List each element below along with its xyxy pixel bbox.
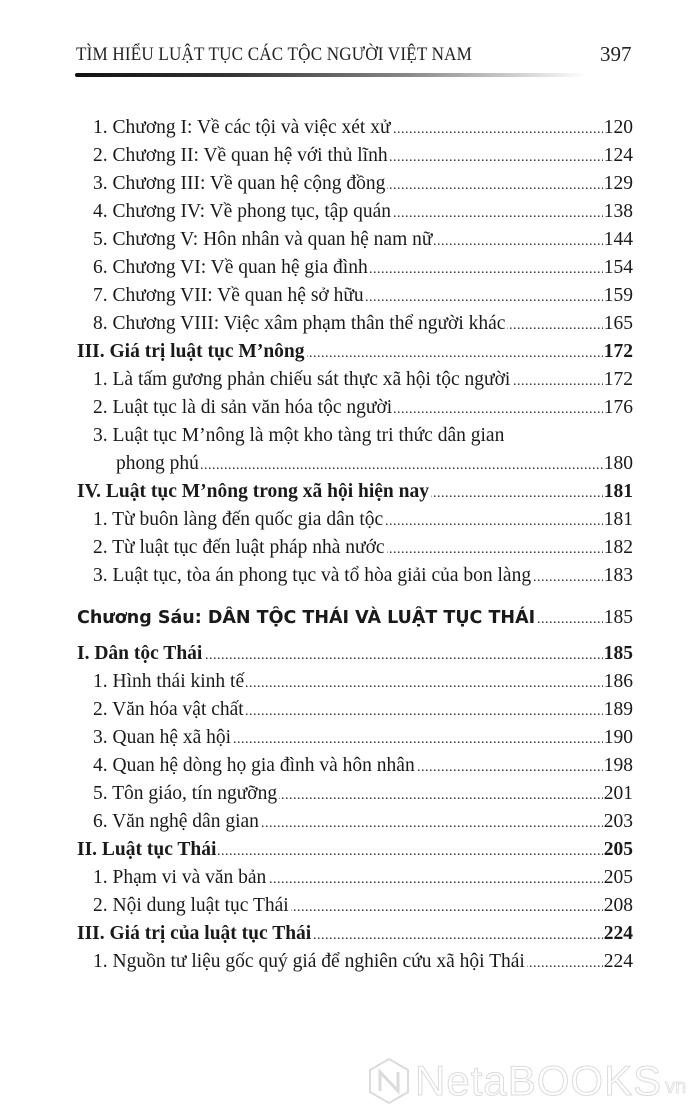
toc-entry	[0, 808, 700, 836]
toc-entry-page: 183	[603, 562, 633, 590]
toc-entry	[0, 226, 700, 254]
toc-entry-page: 165	[603, 310, 633, 338]
toc-entry-title: 1. Từ buôn làng đến quốc gia dân tộc	[93, 506, 385, 534]
watermark	[367, 1057, 686, 1105]
toc-entry	[0, 366, 700, 394]
toc-entry	[0, 562, 700, 590]
toc-entry-page: 182	[603, 534, 633, 562]
toc-entry	[0, 450, 700, 478]
toc-entry	[0, 892, 700, 920]
toc-entry	[0, 864, 700, 892]
toc-entry	[0, 506, 700, 534]
toc-entry-title: 5. Chương V: Hôn nhân và quan hệ nam nữ	[93, 226, 434, 254]
toc-entry-title: 1. Nguồn tư liệu gốc quý giá để nghiên cứu xã hội Thái	[93, 948, 527, 976]
toc-entry-page: 159	[603, 282, 633, 310]
toc-entry-title: 6. Văn nghệ dân gian	[93, 808, 261, 836]
toc-entry-page: 205	[603, 864, 633, 892]
toc-entry-title: 2. Chương II: Về quan hệ với thủ lĩnh	[93, 142, 390, 170]
toc-entry-page: 120	[603, 114, 633, 142]
toc-entry-title: III. Giá trị luật tục M’nông	[77, 338, 307, 366]
toc-entry-page: 129	[603, 170, 633, 198]
toc-entry	[0, 696, 700, 724]
toc-entry	[0, 478, 700, 506]
toc-entry-title: II. Luật tục Thái	[77, 836, 218, 864]
toc-entry	[0, 142, 700, 170]
toc-entry-page: 154	[603, 254, 633, 282]
toc-entry-page: 176	[603, 394, 633, 422]
running-head: TÌM HIỂU LUẬT TỤC CÁC TỘC NGƯỜI VIỆT NAM	[76, 44, 473, 65]
toc-entry-page: 185	[603, 604, 633, 632]
watermark-suffix: vn	[665, 1075, 687, 1098]
toc-entry	[0, 724, 700, 752]
toc-entry-page: 189	[603, 696, 633, 724]
toc-entry	[0, 254, 700, 282]
toc-entry-title: 7. Chương VII: Về quan hệ sở hữu	[93, 282, 366, 310]
netabooks-logo-icon	[367, 1057, 411, 1105]
toc-entry-page: 201	[603, 780, 633, 808]
toc-entry	[0, 394, 700, 422]
toc-entry-title: 3. Quan hệ xã hội	[93, 724, 233, 752]
toc-entry	[0, 282, 700, 310]
toc-entry-title: 1. Phạm vi và văn bản	[93, 864, 268, 892]
toc-entry-title: 3. Luật tục, tòa án phong tục và tổ hòa giải của bon làng	[93, 562, 533, 590]
toc-entry-title: 6. Chương VI: Về quan hệ gia đình	[93, 254, 370, 282]
toc-entry-title: 3. Luật tục M’nông là một kho tàng tri thức dân gian	[93, 422, 506, 450]
toc-entry-page: 208	[603, 892, 633, 920]
toc-entry-page: 144	[603, 226, 633, 254]
toc-entry-title: 5. Tôn giáo, tín ngưỡng	[93, 780, 279, 808]
toc-entry	[0, 198, 700, 226]
toc-entry	[0, 422, 700, 450]
toc-entry-page: 138	[603, 198, 633, 226]
toc-entry	[0, 640, 700, 668]
watermark-brand: NetaBOOKS	[415, 1057, 663, 1104]
toc-entry	[0, 780, 700, 808]
toc-entry-title: 1. Chương I: Về các tội và việc xét xử	[93, 114, 393, 142]
toc-entry	[0, 114, 700, 142]
toc-entry	[0, 604, 700, 632]
page-number: 397	[600, 42, 632, 66]
toc-entry	[0, 338, 700, 366]
toc-entry-page: 224	[603, 948, 633, 976]
toc-entry-title: 2. Từ luật tục đến luật pháp nhà nước	[93, 534, 387, 562]
toc-entry-page: 190	[603, 724, 633, 752]
toc-entry	[0, 668, 700, 696]
toc-entry	[0, 752, 700, 780]
toc-entry-title: 1. Là tấm gương phản chiếu sát thực xã hội tộc người	[93, 366, 512, 394]
toc-entry-title: 3. Chương III: Về quan hệ cộng đồng	[93, 170, 387, 198]
toc-entry-page: 172	[603, 338, 633, 366]
toc-entry-title: 2. Luật tục là di sản văn hóa tộc người	[93, 394, 394, 422]
toc-entry-page: 172	[603, 366, 633, 394]
toc-entry	[0, 920, 700, 948]
toc-entry-title: Chương Sáu: DÂN TỘC THÁI VÀ LUẬT TỤC THÁI	[77, 604, 537, 632]
toc-entry-title: 2. Văn hóa vật chất	[93, 696, 246, 724]
toc-entry-title: 8. Chương VIII: Việc xâm phạm thân thể người khác	[93, 310, 507, 338]
toc-entry-page: 224	[603, 920, 633, 948]
toc-entry	[0, 534, 700, 562]
toc-entry-page: 186	[603, 668, 633, 696]
toc-entry-title: I. Dân tộc Thái	[77, 640, 204, 668]
toc-entry-page: 124	[603, 142, 633, 170]
toc-entry	[0, 170, 700, 198]
toc-entry	[0, 836, 700, 864]
toc-entry-page: 181	[603, 478, 633, 506]
toc-entry-page: 180	[603, 450, 633, 478]
toc-entry-title: 2. Nội dung luật tục Thái	[93, 892, 291, 920]
toc-entry-page: 205	[603, 836, 633, 864]
toc-entry-page: 185	[603, 640, 633, 668]
toc-entry-title: 4. Quan hệ dòng họ gia đình và hôn nhân	[93, 752, 417, 780]
toc-entry-page: 198	[603, 752, 633, 780]
toc-entry	[0, 948, 700, 976]
toc-entry-title: phong phú	[116, 450, 201, 478]
toc-entry-title: IV. Luật tục M’nông trong xã hội hiện nay	[77, 478, 431, 506]
toc-entry-page: 181	[603, 506, 633, 534]
toc-entry-page: 203	[603, 808, 633, 836]
toc-entry-title: 4. Chương IV: Về phong tục, tập quán	[93, 198, 393, 226]
toc-entry	[0, 310, 700, 338]
header-rule	[75, 73, 587, 77]
toc-entry-title: 1. Hình thái kinh tế	[93, 668, 246, 696]
toc-entry-title: III. Giá trị của luật tục Thái	[77, 920, 313, 948]
